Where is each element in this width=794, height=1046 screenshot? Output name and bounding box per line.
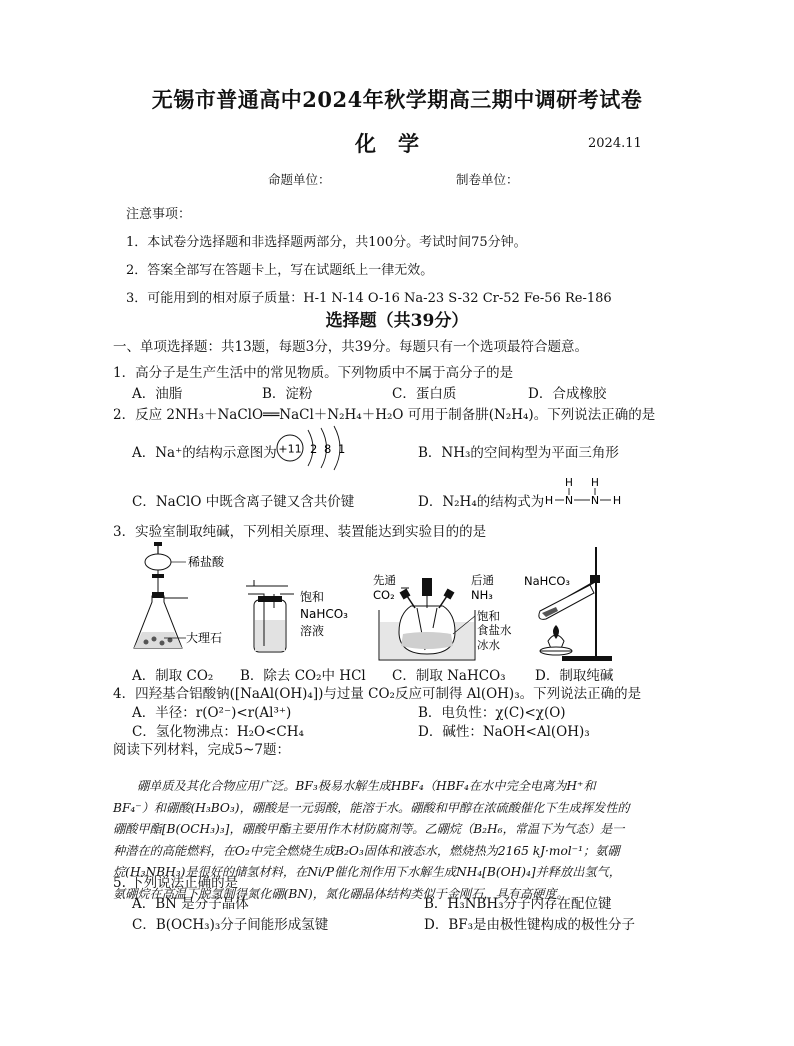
formula-n1: N [564, 494, 574, 507]
q5-stem: 5. 下列说法正确的是 [113, 875, 239, 891]
label-nh3: NH₃ [471, 588, 493, 602]
label-ice-water: 冰水 [477, 638, 500, 652]
q3-option-a: A．制取 CO₂ [132, 668, 214, 684]
reading-intro: 阅读下列材料，完成5~7题： [113, 742, 290, 758]
q5-option-c: C．B(OCH₃)₃分子间能形成氢键 [132, 917, 329, 933]
formula-n2: N [590, 494, 600, 507]
formula-h-right: H [612, 494, 622, 507]
q1-option-a: A．油脂 [132, 386, 183, 402]
reading-line-6: 氨硼烷在高温下脱氢制得氮化硼(BN)，氮化硼晶体结构类似于金刚石，具有高硬度。 [113, 886, 569, 901]
apparatus-b-wash-bottle [246, 580, 366, 660]
q1-option-d: D．合成橡胶 [528, 386, 607, 402]
label-then-pass: 后通 [471, 573, 494, 587]
apparatus-d-heating-tube [522, 545, 614, 663]
q4-option-d: D．碱性：NaOH<Al(OH)₃ [418, 724, 590, 740]
q3-option-c: C．制取 NaHCO₃ [392, 668, 506, 684]
print-unit: 制卷单位： [456, 172, 519, 187]
na-ion-structure-diagram [274, 424, 364, 474]
q4-option-a: A．半径：r(O²⁻)<r(Al³⁺) [132, 705, 292, 721]
q1-option-b: B．淀粉 [262, 386, 313, 402]
label-solution: 溶液 [300, 624, 325, 638]
q4-option-c: C．氢化物沸点：H₂O<CH₄ [132, 724, 304, 740]
label-dilute-hcl: 稀盐酸 [188, 555, 225, 569]
q4-option-b: B．电负性：χ(C)<χ(O) [418, 705, 566, 721]
formula-h-top-right: H [591, 477, 599, 489]
exam-date: 2024.11 [588, 136, 642, 151]
q3-option-b: B．除去 CO₂中 HCl [240, 668, 366, 684]
nucleus-charge: +11 [278, 442, 302, 456]
q2-option-d: D．N₂H₄的结构式为 [418, 494, 545, 510]
q3-option-d: D．制取纯碱 [535, 668, 614, 684]
apparatus-c-nahco3-reactor [373, 570, 519, 662]
reading-line-5: 烷(H₃NBH₃)是很好的储氢材料，在Ni/P催化剂作用下水解生成NH₄[B(OH)₄]并释放出氢气， [113, 865, 621, 879]
q2-option-b: B．NH₃的空间构型为平面三角形 [418, 445, 619, 461]
reading-line-3: 硼酸甲酯[B(OCH₃)₃]，硼酸甲酯主要用作木材防腐剂等。乙硼烷（B₂H₆，常温下为气态）是一 [113, 822, 625, 836]
shell-2-count: 8 [324, 442, 332, 456]
shell-3-count: 1 [338, 442, 346, 456]
notice-item-2: 2．答案全部写在答题卡上，写在试题纸上一律无效。 [126, 263, 434, 278]
label-saturated-brine: 饱和 [477, 609, 500, 623]
notice-item-3: 3．可能用到的相对原子质量：H-1 N-14 O-16 Na-23 S-32 Cr-52 Fe-56 Re-186 [126, 291, 612, 306]
q3-stem: 3．实验室制取纯碱，下列相关原理、装置能达到实验目的的是 [113, 524, 487, 540]
subject-title: 化学 [355, 131, 441, 156]
shell-1-count: 2 [310, 442, 318, 456]
exam-title: 无锡市普通高中2024年秋学期高三期中调研考试卷 [151, 87, 643, 112]
q1-option-c: C．蛋白质 [392, 386, 457, 402]
label-marble: 大理石 [186, 631, 223, 645]
reading-line-1: 硼单质及其化合物应用广泛。BF₃极易水解生成HBF₄（HBF₄在水中完全电离为H⁺和 [137, 779, 596, 793]
q4-stem: 4．四羟基合铝酸钠([NaAl(OH)₄])与过量 CO₂反应可制得 Al(OH)₃。下列说法正确的是 [113, 686, 642, 702]
label-nahco3: NaHCO₃ [300, 607, 348, 621]
label-nahco3-solid: NaHCO₃ [524, 574, 570, 588]
notice-item-1: 1．本试卷分选择题和非选择题两部分，共100分。考试时间75分钟。 [126, 235, 527, 250]
label-co2: CO₂ [373, 588, 395, 602]
q1-stem: 1．高分子是生产生活中的常见物质。下列物质中不属于高分子的是 [113, 365, 514, 381]
reading-line-4: 种潜在的高能燃料，在O₂中完全燃烧生成B₂O₃固体和液态水，燃烧热为2165 kJ·mol⁻¹；氨硼 [113, 843, 620, 858]
q5-option-d: D．BF₃是由极性键构成的极性分子 [424, 917, 636, 933]
section-title: 选择题（共39分） [325, 311, 469, 331]
formula-h-top-left: H [565, 477, 573, 489]
q2-stem: 2．反应 2NH₃＋NaClO══NaCl＋N₂H₄＋H₂O 可用于制备肼(N₂H₄)。下列说法正确的是 [113, 407, 656, 423]
q2-option-c: C．NaClO 中既含离子键又含共价键 [132, 494, 355, 510]
apparatus-a-co2-generator [128, 540, 238, 662]
formula-h-left: H [545, 494, 554, 507]
q5-option-b: B．H₃NBH₃分子内存在配位键 [424, 896, 612, 912]
q5-option-a: A．BN 是分子晶体 [132, 896, 249, 912]
label-saturated: 饱和 [300, 590, 325, 604]
q2-option-a: A．Na⁺的结构示意图为 [132, 445, 277, 461]
section-instruction: 一、单项选择题：共13题，每题3分，共39分。每题只有一个选项最符合题意。 [113, 339, 588, 355]
label-brine: 食盐水 [477, 623, 512, 637]
proposition-unit: 命题单位： [268, 172, 331, 187]
notice-heading: 注意事项： [126, 207, 192, 222]
label-first-pass: 先通 [373, 573, 396, 587]
hydrazine-structural-formula [545, 475, 635, 509]
reading-line-2: BF₄⁻）和硼酸(H₃BO₃)，硼酸是一元弱酸，能溶于水。硼酸和甲醇在浓硫酸催化下生成挥发性的 [113, 800, 630, 815]
